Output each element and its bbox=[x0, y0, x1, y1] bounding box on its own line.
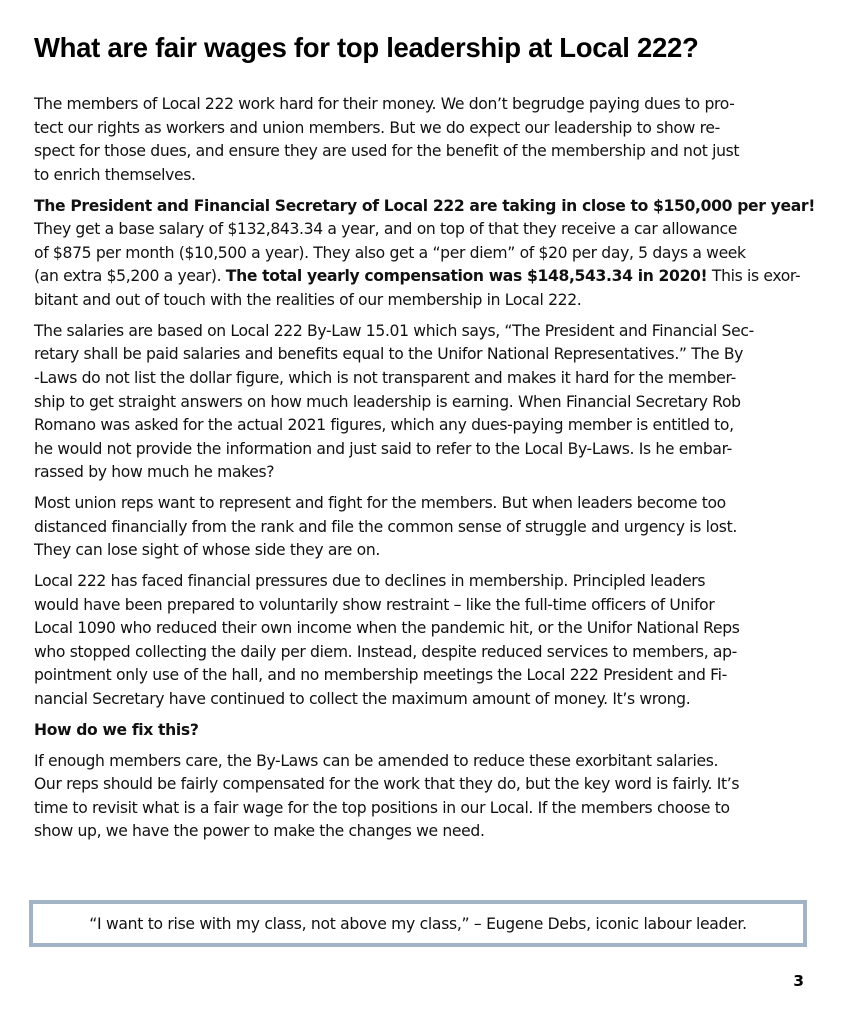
text-line: time to revisit what is a fair wage for the top positions in our Local. If the members choose to bbox=[34, 798, 730, 817]
text-line: -Laws do not list the dollar figure, which is not transparent and makes it hard for the member- bbox=[34, 368, 736, 387]
text-line: Our reps should be fairly compensated for the work that they do, but the key word is fairly. It’s bbox=[34, 775, 740, 794]
text-line: would have been prepared to voluntarily show restraint – like the full-time officers of Unifor bbox=[34, 595, 715, 614]
text-line: spect for those dues, and ensure they are used for the benefit of the membership and not just bbox=[34, 142, 740, 161]
text-line: nancial Secretary have continued to collect the maximum amount of money. It’s wrong. bbox=[34, 690, 691, 708]
paragraph-salary bbox=[34, 195, 815, 313]
text-line: distanced financially from the rank and file the common sense of struggle and urgency is lost. bbox=[34, 517, 737, 536]
text-line: The salaries are based on Local 222 By-Law 15.01 which says, “The President and Financial Sec- bbox=[34, 321, 754, 340]
text-line: The members of Local 222 work hard for their money. We don’t begrudge paying dues to pro- bbox=[34, 95, 735, 113]
total-compensation-highlight: The total yearly compensation was $148,543.34 in 2020! bbox=[225, 267, 708, 286]
text-line: show up, we have the power to make the changes we need. bbox=[34, 822, 485, 841]
text-line: tect our rights as workers and union members. But we do expect our leadership to show re- bbox=[34, 118, 720, 137]
paragraph-reps bbox=[34, 492, 806, 563]
text-line: Romano was asked for the actual 2021 figures, which any dues-paying member is entitled to, bbox=[34, 416, 734, 435]
paragraph-pressures bbox=[34, 570, 806, 712]
text-line: Most union reps want to represent and fight for the members. But when leaders become too bbox=[34, 494, 726, 513]
text-line: Local 222 has faced financial pressures due to declines in membership. Principled leaders bbox=[34, 572, 706, 591]
text-line: bitant and out of touch with the realities of our membership in Local 222. bbox=[34, 290, 582, 309]
page-number: 3 bbox=[793, 972, 804, 990]
quote-box bbox=[29, 900, 807, 947]
page-title: What are fair wages for top leadership at Local 222? bbox=[34, 32, 699, 63]
text-line: rassed by how much he makes? bbox=[34, 463, 275, 482]
text-line: pointment only use of the hall, and no membership meetings the Local 222 President and Fi- bbox=[34, 666, 727, 685]
text-line: They get a base salary of $132,843.34 a year, and on top of that they receive a car allowance bbox=[34, 220, 738, 239]
text-line: retary shall be paid salaries and benefits equal to the Unifor National Representatives.” The By bbox=[34, 345, 744, 364]
text-segment: This is exor- bbox=[707, 267, 801, 286]
quote-text: “I want to rise with my class, not above my class,” – Eugene Debs, iconic labour leader. bbox=[89, 914, 747, 933]
text-line: he would not provide the information and just said to refer to the Local By-Laws. Is he embar- bbox=[34, 439, 732, 458]
section-heading bbox=[34, 719, 806, 743]
paragraph-bylaws bbox=[34, 320, 806, 485]
text-line: If enough members care, the By-Laws can be amended to reduce these exorbitant salaries. bbox=[34, 751, 719, 770]
paragraph-intro bbox=[34, 93, 806, 187]
text-line: Local 1090 who reduced their own income when the pandemic hit, or the Unifor National Reps bbox=[34, 619, 740, 638]
article-body bbox=[34, 93, 815, 851]
text-line: to enrich themselves. bbox=[34, 165, 196, 184]
fix-heading: How do we fix this? bbox=[34, 720, 199, 739]
text-line: of $875 per month ($10,500 a year). They also get a “per diem” of $20 per day, 5 days a week bbox=[34, 243, 746, 262]
paragraph-solution bbox=[34, 750, 806, 844]
text-line: They can lose sight of whose side they are on. bbox=[34, 541, 380, 560]
text-line: ship to get straight answers on how much leadership is earning. When Financial Secretary Rob bbox=[34, 392, 741, 411]
salary-headline: The President and Financial Secretary of Local 222 are taking in close to $150,000 per year! bbox=[34, 196, 815, 215]
text-segment: (an extra $5,200 a year). bbox=[34, 267, 226, 286]
text-line: who stopped collecting the daily per diem. Instead, despite reduced services to members, ap- bbox=[34, 642, 737, 661]
text-line bbox=[34, 265, 806, 289]
